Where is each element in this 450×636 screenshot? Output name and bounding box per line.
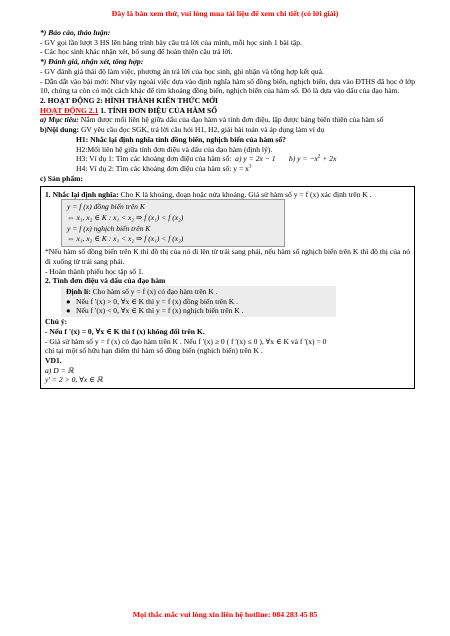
question-h4-text: H4: Ví dụ 2: Tìm các khoảng đơn điệu của hàm số: y = x: [76, 164, 249, 174]
product-label: c) Sản phẩm:: [40, 173, 84, 183]
question-h2: H2:Mối liên hệ giữa tính đơn điệu và dấu của đạo hàm (định lý).: [76, 144, 273, 154]
activity-title: 1. TÍNH ĐƠN ĐIỆU CỦA HÀM SỐ: [100, 105, 218, 115]
question-h4-exponent: 3: [248, 164, 252, 170]
content-label: b)Nội dung:: [40, 125, 80, 135]
relation-title: 2. Tính đơn điệu và dấu của đạo hàm: [45, 276, 166, 286]
report-line-2: - Các học sinh khác nhận xét, bổ sung để hoàn thiện câu trả lời.: [40, 47, 233, 57]
question-h3-b: b) y = −x: [288, 154, 318, 164]
graph-note: *Nếu hàm số đồng biến trên K thì đồ thị của nó đi lên từ trái sang phải, nếu hàm số nghịch biến trên K thì đồ thị của nó đi xuống từ trái sang phải.: [45, 247, 410, 266]
bullet-icon: ●: [66, 296, 71, 306]
document-body: [40, 28, 415, 391]
assess-line-2: - Dẫn dắt vào bài mới: Như vậy ngoài việc dựa vào định nghĩa hàm số đồng biến, nghịch biến, dựa vào ĐTHS đã học ở lớp 10, chúng ta còn có một cách khác để tìm khoảng đồng biến, nghịch biến của hàm số. Đó là dựa vào dấu của đạo hàm.: [40, 76, 415, 96]
example-label: VD1.: [45, 356, 62, 365]
question-h3-text: H3: Ví dụ 1: Tìm các khoảng đơn điệu của hàm số:: [76, 154, 232, 164]
report-line-1: - GV gọi lần lượt 3 HS lên bảng trình bày câu trả lời của mình, mỗi học sinh 1 bài tập.: [40, 37, 302, 47]
question-h1: H1: Nhắc lại định nghĩa tính đồng biến, nghịch biến của hàm số?: [76, 134, 286, 144]
question-h3-a: a) y = 2x − 1: [235, 154, 276, 164]
content-text: GV yêu cầu đọc SGK, trả lời câu hỏi H1, H2, giải bài toán và áp dụng làm ví dụ: [79, 125, 325, 135]
note-label: Chú ý:: [45, 317, 68, 327]
definition-title: 1. Nhắc lại định nghĩa:: [45, 189, 119, 199]
question-h4: [40, 164, 415, 174]
content-paragraph: [40, 125, 415, 135]
definition-intro: [45, 190, 410, 200]
example-derivative: y' = 2 > 0, ∀x ∈ ℝ: [45, 375, 103, 385]
example-domain: a) D = ℝ: [45, 365, 74, 375]
def-decreasing: y = f (x) nghịch biến trên K: [67, 223, 151, 233]
definition-text: Cho K là khoảng, đoạn hoặc nửa khoảng. Giả sử hàm số y = f (x) xác định trên K .: [118, 189, 372, 199]
goal-paragraph: [40, 115, 415, 125]
question-h3: [40, 154, 415, 164]
worksheet-note: - Hoàn thành phiếu học tập số 1.: [45, 266, 144, 276]
theorem-block: [61, 286, 336, 317]
goal-label: a) Mục tiêu:: [40, 115, 79, 125]
theorem-item-2-text: Nếu f '(x) < 0, ∀x ∈ K thì y = f (x) nghịch biến trên K .: [76, 306, 244, 316]
activity-tag: HOẠT ĐỘNG 2.1: [40, 105, 99, 115]
goal-text: Nắm được mối liên hệ giữa dấu của đạo hàm và tính đơn điệu, lập được bảng biến thiên của hàm số: [78, 115, 384, 125]
hotline-banner: Mọi thắc mắc vui lòng xin liên hệ hotline: 084 283 45 85: [132, 610, 318, 619]
def-increasing-condition: ⇔ x₁, x₂ ∈ K : x₁ < x₂ ⇒ f (x₁) < f (x₂): [67, 212, 184, 222]
def-increasing: y = f (x) đồng biến trên K: [67, 202, 145, 212]
bullet-icon: ●: [66, 306, 71, 316]
assess-heading: *) Đánh giá, nhận xét, tổng hợp:: [40, 57, 144, 67]
note-line-1: - Nếu f '(x) = 0, ∀x ∈ K thì f (x) không đổi trên K.: [45, 326, 205, 336]
theorem-item-1-text: Nếu f '(x) > 0, ∀x ∈ K thì y = f (x) đồng biến trên K .: [76, 296, 239, 306]
assess-line-1: - GV đánh giá thái độ làm việc, phương án trả lời của học sinh, ghi nhận và tổng hợp kết quả.: [40, 66, 324, 76]
def-decreasing-condition: ⇔ x₁, x₂ ∈ K : x₁ < x₂ ⇒ f (x₁) < f (x₂): [67, 234, 184, 244]
section-title: 2. HOẠT ĐỘNG 2: HÌNH THÀNH KIẾN THỨC MỚI: [40, 96, 218, 106]
product-box: [40, 186, 415, 390]
activity-heading: [40, 106, 415, 116]
note-line-2: - Giả sử hàm số y = f (x) có đạo hàm trên K . Nếu f '(x) ≥ 0 ( f '(x) ≤ 0 ), ∀x ∈ K và f '(x) = 0: [45, 336, 327, 346]
question-h3-b-exponent: 2: [317, 154, 321, 160]
report-heading: *) Báo cáo, thảo luận:: [40, 28, 111, 37]
definition-block: [61, 199, 285, 247]
question-h3-b-tail: + 2x: [320, 154, 337, 164]
theorem-statement: [66, 287, 331, 297]
theorem-item-2: [66, 306, 331, 316]
note-line-3: chỉ tại một số hữu hạn điểm thì hàm số đồng biến (nghịch biến) trên K .: [45, 346, 263, 356]
theorem-text: Cho hàm số y = f (x) có đạo hàm trên K .: [90, 286, 218, 296]
theorem-item-1: [66, 297, 331, 307]
preview-banner: Đây là bản xem thử, vui lòng mua tài liệu để xem chi tiết (có lời giải): [111, 9, 339, 18]
theorem-label: Định lí:: [66, 286, 91, 296]
